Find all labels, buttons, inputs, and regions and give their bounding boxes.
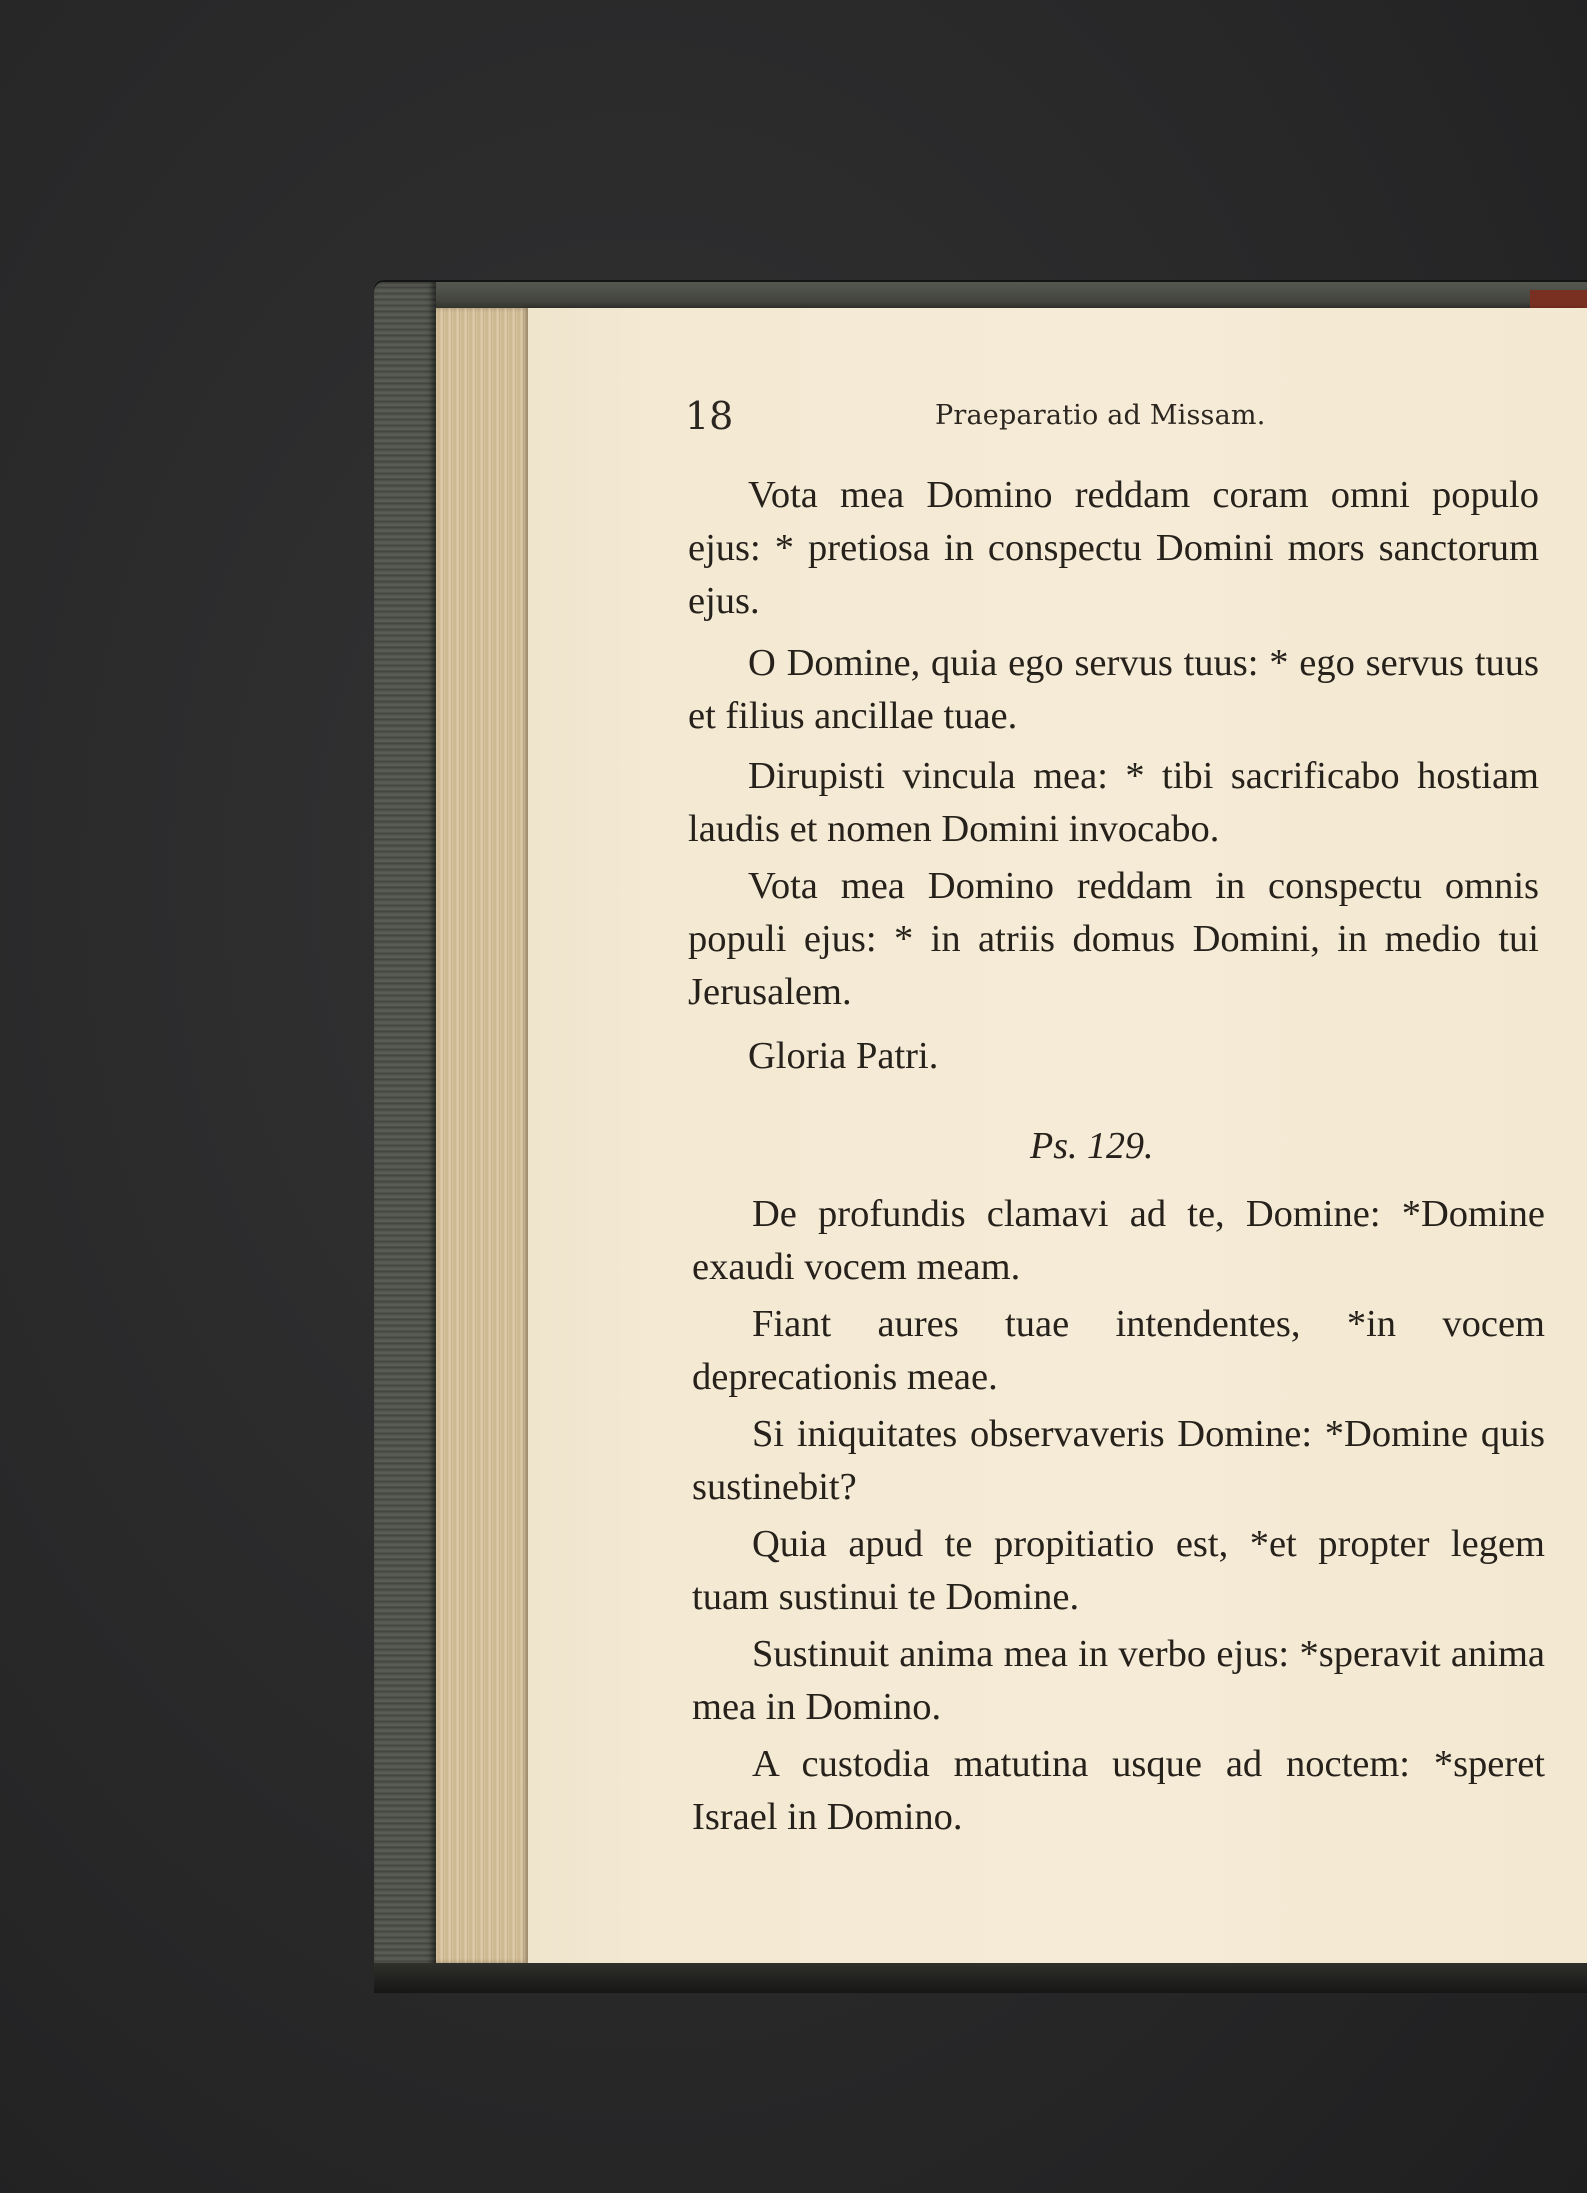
book-cover-accent	[1530, 290, 1587, 308]
verse-paragraph: Fiant aures tuae intendentes, *in vocem deprecationis meae.	[692, 1303, 1545, 1398]
verse-paragraph: O Domine, quia ego servus tuus: * ego servus tuus et filius ancillae tuae.	[688, 642, 1539, 737]
verse-paragraph: Dirupisti vincula mea: * tibi sacrificabo hostiam laudis et nomen Domini invocabo.	[688, 755, 1539, 850]
verse-paragraph: Quia apud te propitiatio est, *et propter legem tuam sustinui te Domine.	[692, 1523, 1545, 1618]
verse-paragraph: Si iniquitates observaveris Domine: *Domine quis sustinebit?	[692, 1413, 1545, 1508]
verse-paragraph: De profundis clamavi ad te, Domine: *Domine exaudi vocem meam.	[692, 1193, 1545, 1288]
page-edges	[436, 308, 536, 1963]
verse-paragraph: Vota mea Domino reddam in conspectu omnis populi ejus: * in atriis domus Domini, in medio tui Jerusalem.	[688, 865, 1539, 1013]
psalm-heading: Ps. 129.	[1030, 1125, 1154, 1167]
book-cover-spine	[374, 282, 436, 1982]
running-title: Praeparatio ad Missam.	[935, 400, 1266, 431]
page-number: 18	[685, 394, 734, 438]
verse-paragraph: A custodia matutina usque ad noctem: *speret Israel in Domino.	[692, 1743, 1545, 1838]
verse-paragraph: Vota mea Domino reddam coram omni populo ejus: * pretiosa in conspectu Domini mors sanctorum ejus.	[688, 474, 1539, 622]
verse-paragraph: Gloria Patri.	[748, 1035, 939, 1077]
running-head	[685, 392, 1325, 442]
verse-paragraph: Sustinuit anima mea in verbo ejus: *speravit anima mea in Domino.	[692, 1633, 1545, 1728]
book-bottom-edge	[374, 1963, 1587, 1993]
